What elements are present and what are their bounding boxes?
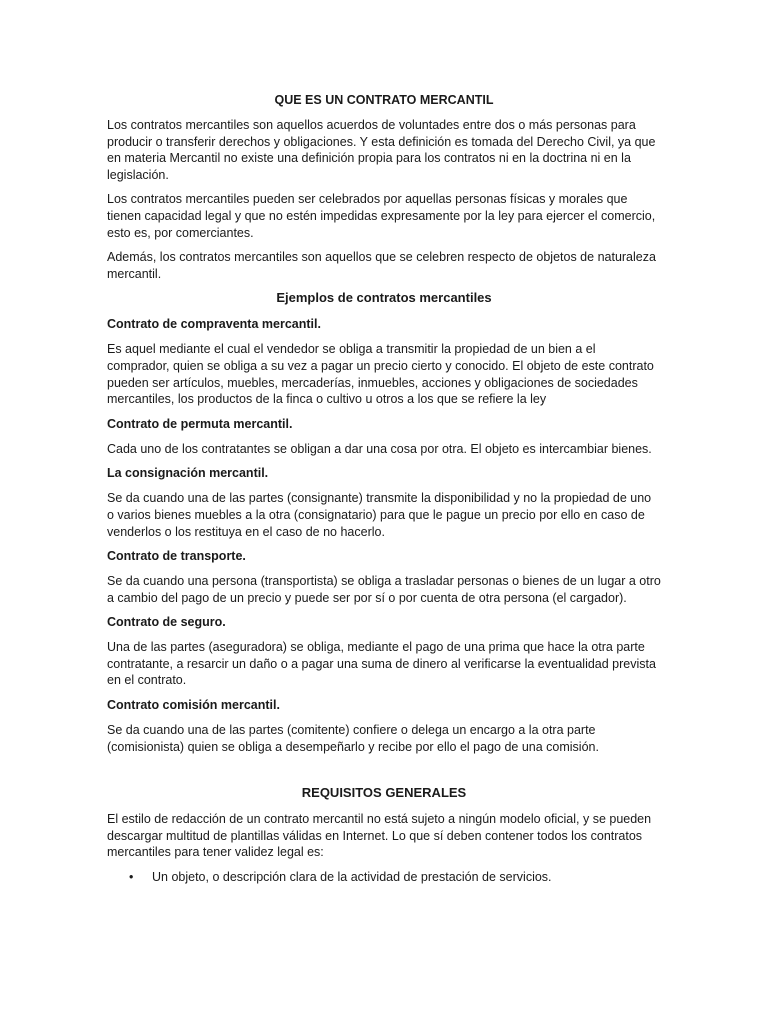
requirements-intro: El estilo de redacción de un contrato mercantil no está sujeto a ningún modelo oficial, y se pueden descargar multitud de plantillas válidas en Internet. Lo que sí deben contener todos los contratos mercantiles para tener validez legal es: bbox=[107, 812, 652, 860]
example-text: Cada uno de los contratantes se obligan a dar una cosa por otra. El objeto es intercambiar bienes. bbox=[107, 441, 652, 456]
example-text: Se da cuando una de las partes (comitente) confiere o delega un encargo a la otra parte (comisionista) quien se obliga a desempeñarlo y recibe por ello el pago de una comisión. bbox=[107, 723, 599, 754]
example-heading: Contrato comisión mercantil. bbox=[107, 698, 280, 713]
examples-title: Ejemplos de contratos mercantiles bbox=[276, 290, 492, 306]
example-heading: Contrato de seguro. bbox=[107, 615, 226, 630]
intro-paragraph: Además, los contratos mercantiles son aquellos que se celebren respecto de objetos de naturaleza mercantil. bbox=[107, 250, 656, 281]
intro-paragraph: Los contratos mercantiles pueden ser celebrados por aquellas personas físicas y morales que tienen capacidad legal y que no estén impedidas expresamente por la ley para ejercer el comercio, esto es, por comerciantes. bbox=[107, 192, 656, 240]
example-text: Una de las partes (aseguradora) se obliga, mediante el pago de una prima que hace la otra parte contratante, a resarcir un daño o a pagar una suma de dinero al verificarse la eventualidad prevista en el contrato. bbox=[107, 640, 656, 688]
example-heading: Contrato de permuta mercantil. bbox=[107, 416, 293, 431]
document-page bbox=[107, 92, 661, 886]
example-heading: Contrato de compraventa mercantil. bbox=[107, 317, 321, 332]
requirements-title: REQUISITOS GENERALES bbox=[301, 785, 467, 801]
example-text: Se da cuando una persona (transportista) se obliga a trasladar personas o bienes de un lugar a otro a cambio del pago de un precio y puede ser por sí o por cuenta de otra persona (el cargador). bbox=[107, 574, 661, 605]
example-text: Es aquel mediante el cual el vendedor se obliga a transmitir la propiedad de un bien a el comprador, quien se obliga a su vez a pagar un precio cierto y conocido. El objeto de este contrato pueden ser artículos, muebles, mercaderías, inmuebles, acciones y obligaciones de sociedades mercantiles, los productos de la finca o cultivo u otros a los que se refiere la ley bbox=[107, 342, 654, 407]
document-title: QUE ES UN CONTRATO MERCANTIL bbox=[274, 93, 494, 107]
example-heading: La consignación mercantil. bbox=[107, 466, 269, 481]
example-heading: Contrato de transporte. bbox=[107, 549, 246, 564]
list-item bbox=[107, 869, 661, 886]
requirements-list bbox=[107, 869, 661, 886]
example-text: Se da cuando una de las partes (consignante) transmite la disponibilidad y no la propiedad de uno o varios bienes muebles a la otra (consignatario) para que le pague un precio por ello en caso de venderlos o los restituya en el caso de no hacerlo. bbox=[107, 491, 652, 539]
intro-paragraph: Los contratos mercantiles son aquellos acuerdos de voluntades entre dos o más personas para producir o transferir derechos y obligaciones. Y esta definición es tomada del Derecho Civil, ya que en materia Mercantil no existe una definición propia para los contratos ni en la doctrina ni en la legislación. bbox=[107, 118, 656, 182]
bullet-icon: • bbox=[129, 870, 134, 885]
list-item-text: Un objeto, o descripción clara de la actividad de prestación de servicios. bbox=[152, 870, 552, 885]
